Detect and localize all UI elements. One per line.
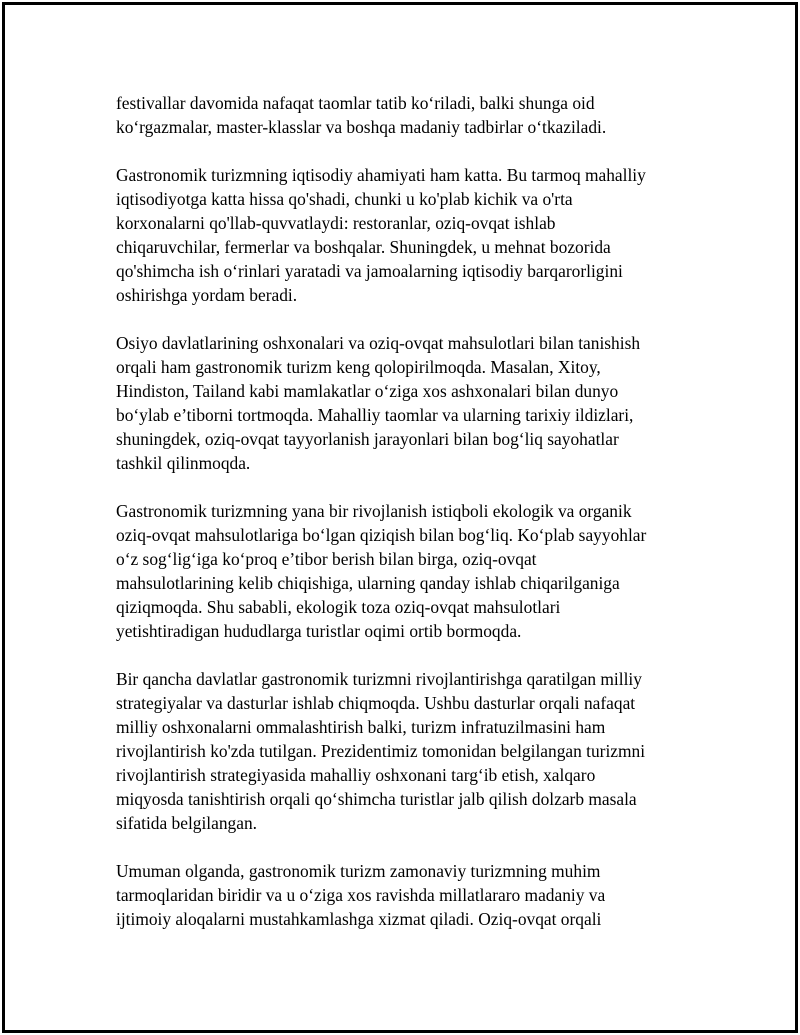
text-line: Gastronomik turizmning yana bir rivojlanish istiqboli ekologik va organik (116, 501, 632, 521)
text-line: qiziqmoqda. Shu sababli, ekologik toza oziq-ovqat mahsulotlari (116, 597, 561, 617)
paragraph-festivals (116, 91, 706, 139)
text-line: festivallar davomida nafaqat taomlar tatib koʻriladi, balki shunga oid (116, 93, 595, 113)
paragraph-economic-importance (116, 163, 706, 307)
text-line: tarmoqlaridan biridir va u oʻziga xos ravishda millatlararo madaniy va (116, 885, 606, 905)
text-line: Gastronomik turizmning iqtisodiy ahamiyati ham katta. Bu tarmoq mahalliy (116, 165, 646, 185)
text-line: tashkil qilinmoqda. (116, 453, 251, 473)
text-line: rivojlantirish ko'zda tutilgan. Prezidentimiz tomonidan belgilangan turizmni (116, 741, 646, 761)
text-line: shuningdek, oziq-ovqat tayyorlanish jarayonlari bilan bogʻliq sayohatlar (116, 429, 619, 449)
text-line: korxonalarni qo'llab-quvvatlaydi: restoranlar, oziq-ovqat ishlab (116, 213, 556, 233)
text-line: orqali ham gastronomik turizm keng qolopirilmoqda. Masalan, Xitoy, (116, 357, 601, 377)
text-line: milliy oshxonalarni ommalashtirish balki, turizm infratuzilmasini ham (116, 717, 606, 737)
text-line: oʻz sogʻligʻiga koʻproq e’tibor berish bilan birga, oziq-ovqat (116, 549, 537, 569)
text-line: boʻylab e’tiborni tortmoqda. Mahalliy taomlar va ularning tarixiy ildizlari, (116, 405, 634, 425)
text-line: mahsulotlarining kelib chiqishiga, ularning qanday ishlab chiqarilganiga (116, 573, 620, 593)
text-line: yetishtiradigan hududlarga turistlar oqimi ortib bormoqda. (116, 621, 522, 641)
text-line: miqyosda tanishtirish orqali qoʻshimcha turistlar jalb qilish dolzarb masala (116, 789, 637, 809)
text-line: sifatida belgilangan. (116, 813, 258, 833)
text-line: Umuman olganda, gastronomik turizm zamonaviy turizmning muhim (116, 861, 601, 881)
paragraph-conclusion (116, 859, 706, 931)
text-line: Bir qancha davlatlar gastronomik turizmni rivojlantirishga qaratilgan milliy (116, 669, 642, 689)
text-line: iqtisodiyotga katta hissa qo'shadi, chunki u ko'plab kichik va o'rta (116, 189, 573, 209)
text-line: oshirishga yordam beradi. (116, 285, 298, 305)
text-line: oziq-ovqat mahsulotlariga boʻlgan qiziqish bilan bogʻliq. Koʻplab sayyohlar (116, 525, 647, 545)
paragraph-asian-cuisine (116, 331, 706, 475)
text-line: Osiyo davlatlarining oshxonalari va oziq-ovqat mahsulotlari bilan tanishish (116, 333, 641, 353)
paragraph-organic-food (116, 499, 706, 643)
document-body (116, 91, 706, 955)
text-line: ijtimoiy aloqalarni mustahkamlashga xizmat qiladi. Oziq-ovqat orqali (116, 909, 602, 929)
paragraph-national-strategies (116, 667, 706, 835)
text-line: qo'shimcha ish oʻrinlari yaratadi va jamoalarning iqtisodiy barqarorligini (116, 261, 623, 281)
text-line: rivojlantirish strategiyasida mahalliy oshxonani targʻib etish, xalqaro (116, 765, 596, 785)
text-line: chiqaruvchilar, fermerlar va boshqalar. Shuningdek, u mehnat bozorida (116, 237, 611, 257)
text-line: Hindiston, Tailand kabi mamlakatlar oʻziga xos ashxonalari bilan dunyo (116, 381, 619, 401)
text-line: strategiyalar va dasturlar ishlab chiqmoqda. Ushbu dasturlar orqali nafaqat (116, 693, 636, 713)
text-line: koʻrgazmalar, master-klasslar va boshqa madaniy tadbirlar oʻtkaziladi. (116, 117, 607, 137)
